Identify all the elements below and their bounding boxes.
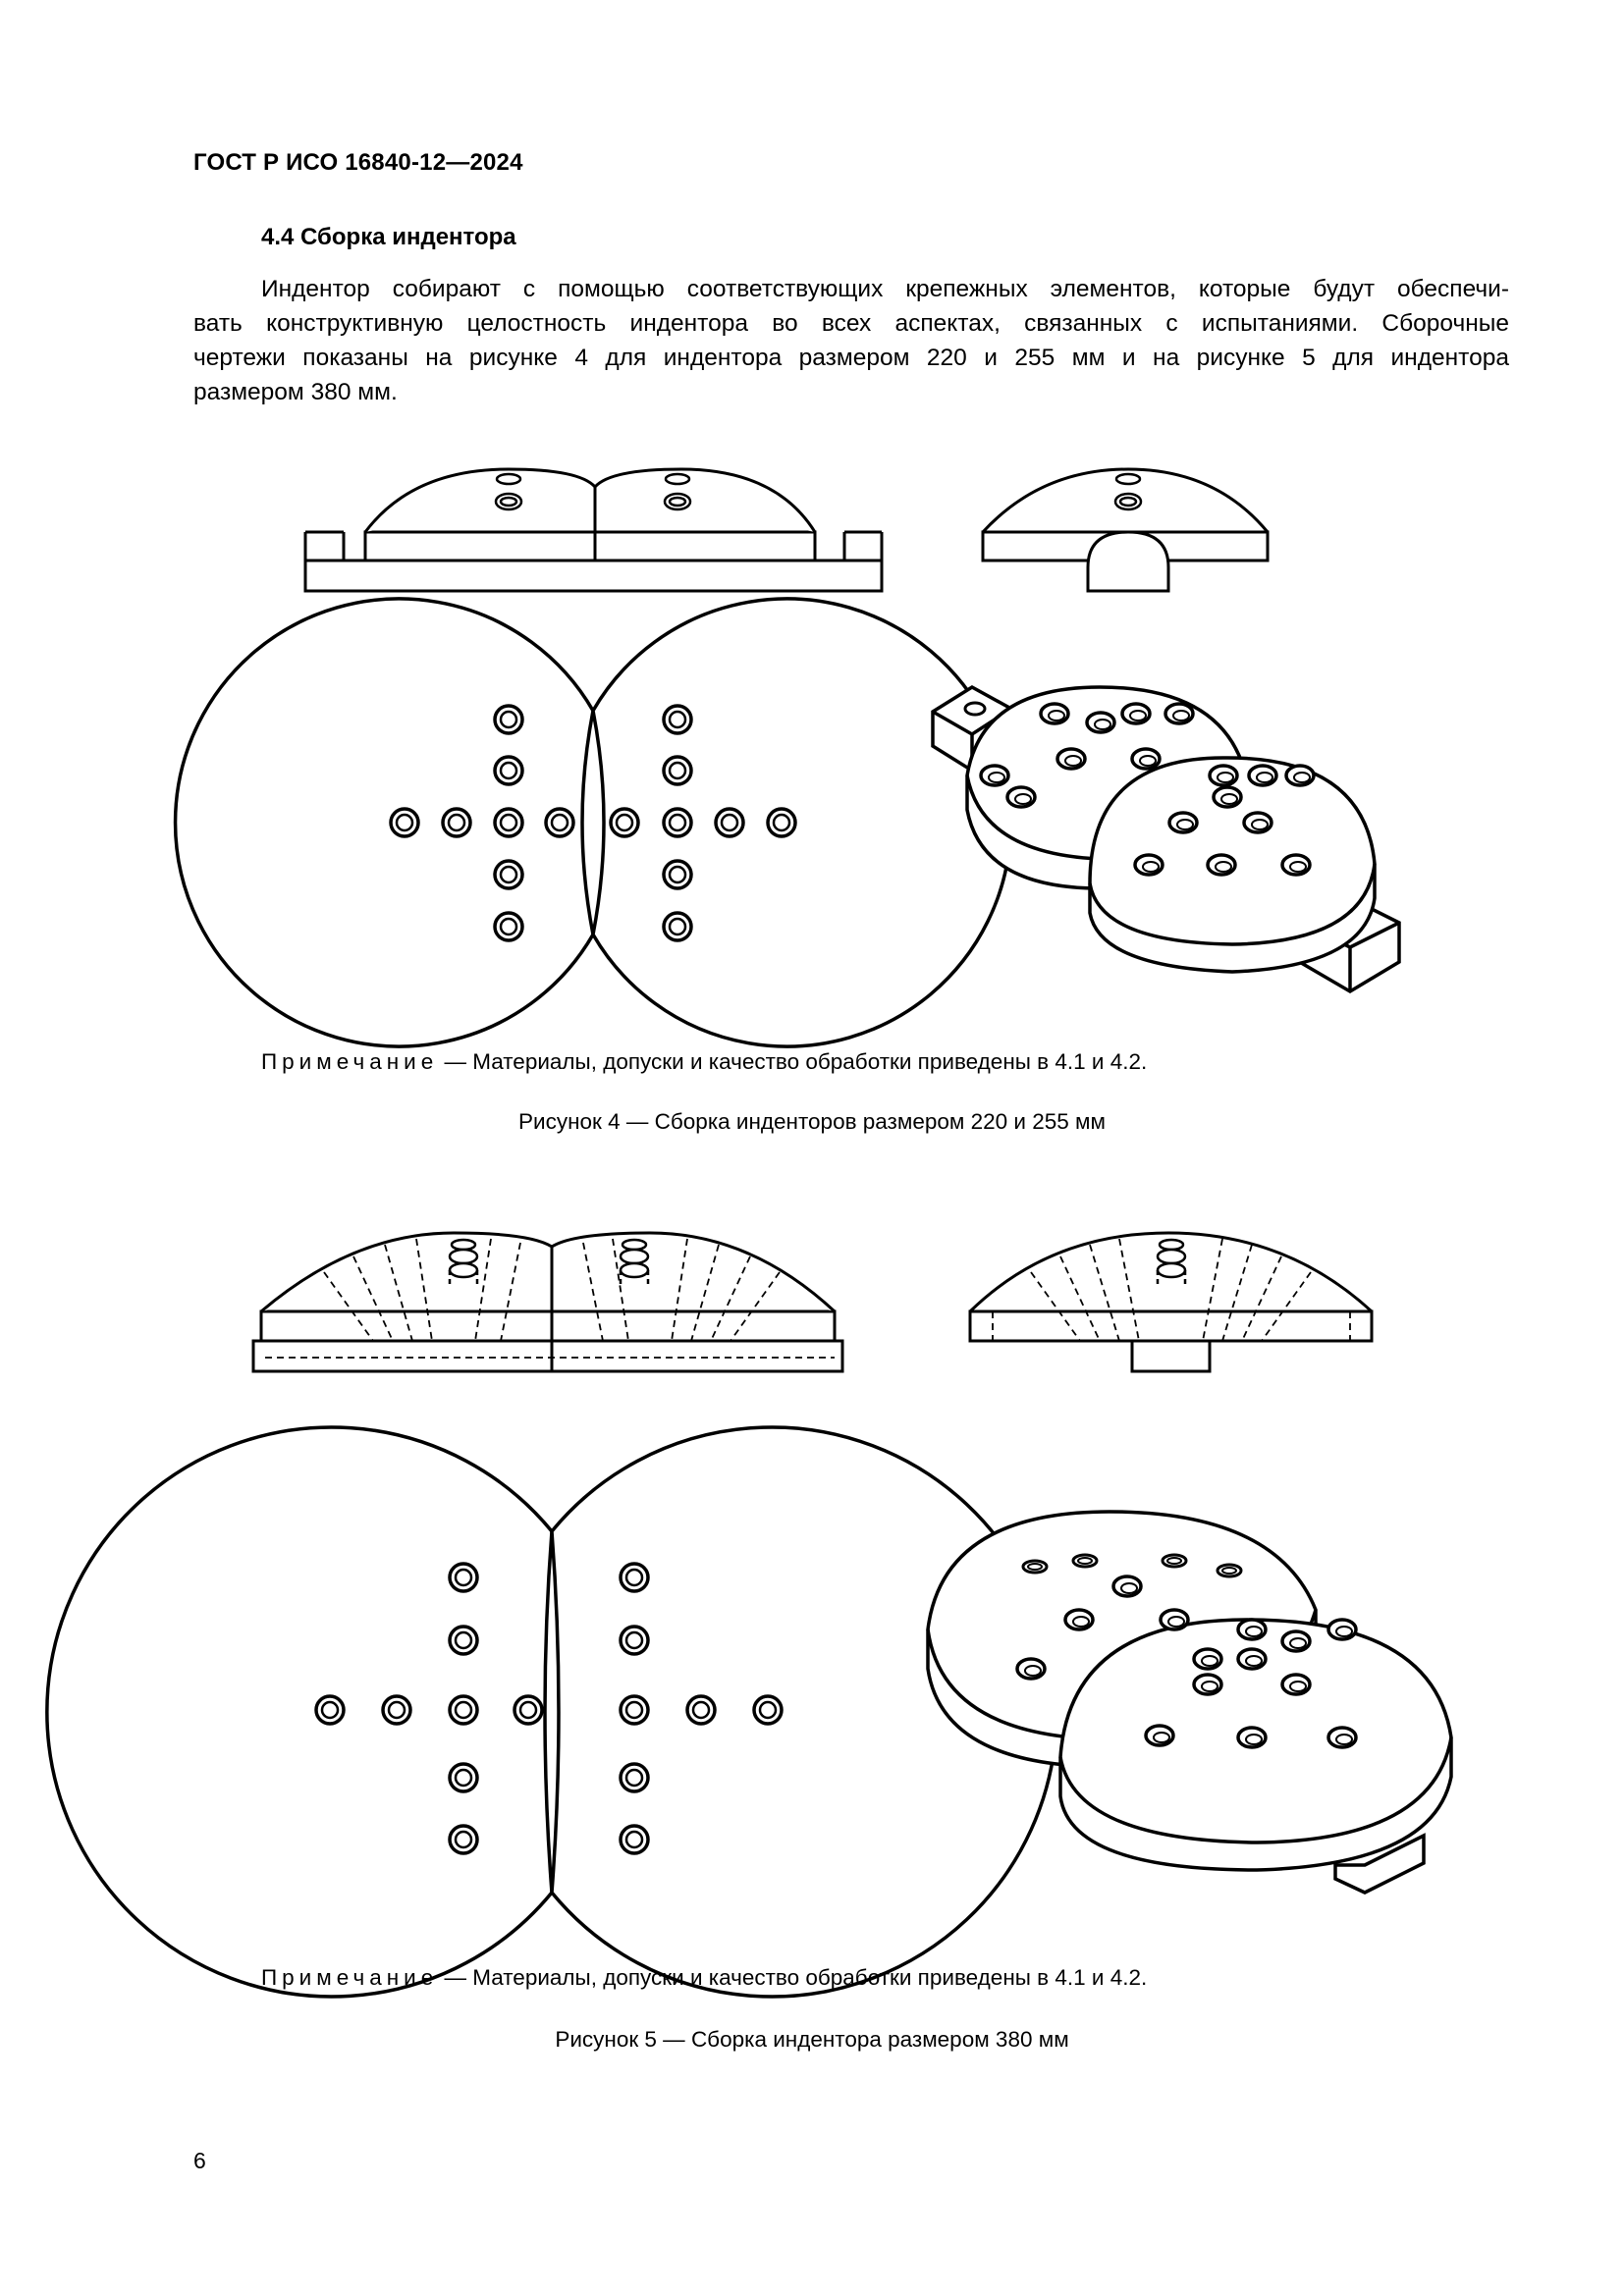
paragraph-line: вать конструктивную целостность индентора во всех аспектах, связанных с испытаниями. Сборочные	[193, 310, 1509, 337]
figure4-note-label: Примечание	[261, 1049, 439, 1074]
fig4-isometric-view	[933, 687, 1399, 991]
paragraph-line: Индентор собирают с помощью соответствующих крепежных элементов, которые будут обеспечи-	[261, 276, 1509, 302]
figure4-caption: Рисунок 4 — Сборка инденторов размером 220 и 255 мм	[518, 1109, 1106, 1134]
section-title: 4.4 Сборка индентора	[261, 224, 516, 250]
figure5-caption: Рисунок 5 — Сборка индентора размером 380 мм	[555, 2027, 1069, 2052]
page-number: 6	[193, 2148, 206, 2173]
figure5-note-label: Примечание	[261, 1965, 439, 1990]
fig4-plan-view	[176, 599, 1011, 1046]
fig4-side-view	[305, 469, 882, 591]
figure4-note	[261, 1049, 1147, 1075]
fig5-plan-view	[47, 1427, 1056, 1997]
document-header: ГОСТ Р ИСО 16840-12—2024	[193, 149, 523, 176]
figure5-note	[261, 1965, 1147, 1991]
figure4-note-text: — Материалы, допуски и качество обработки приведены в 4.1 и 4.2.	[438, 1049, 1148, 1074]
fig4-end-view	[983, 469, 1268, 591]
figure5-note-text: — Материалы, допуски и качество обработки приведены в 4.1 и 4.2.	[438, 1965, 1148, 1990]
paragraph-line: чертежи показаны на рисунке 4 для индентора размером 220 и 255 мм и на рисунке 5 для индентора	[193, 345, 1509, 371]
fig5-side-view	[253, 1233, 842, 1371]
fig5-end-view	[970, 1233, 1372, 1371]
paragraph-line: размером 380 мм.	[193, 379, 398, 405]
